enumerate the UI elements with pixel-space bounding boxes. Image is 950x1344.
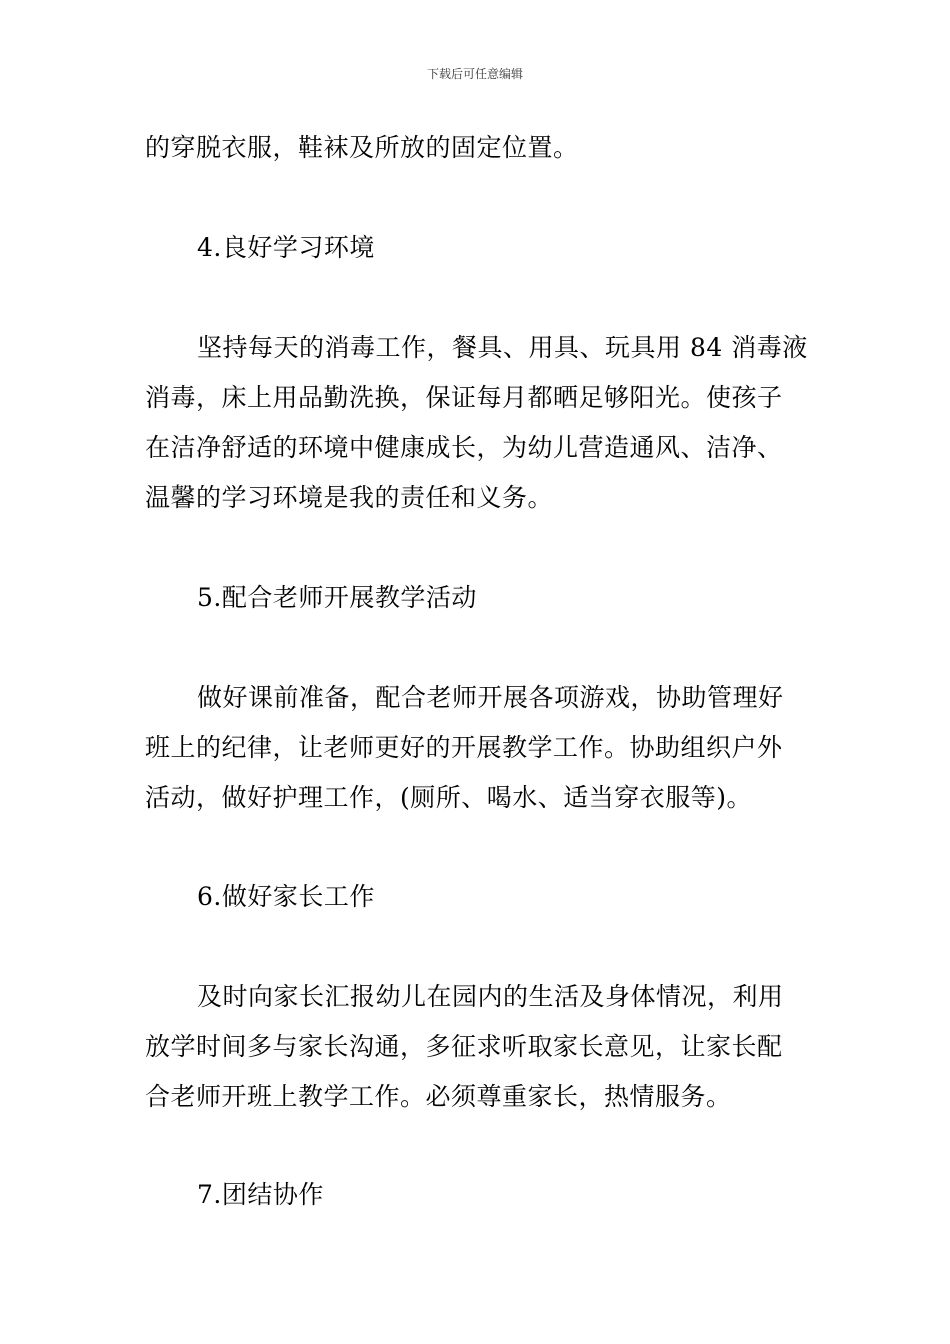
paragraph-continuation: [145, 123, 810, 173]
text-line: 活动，做好护理工作，(厕所、喝水、适当穿衣服等)。: [145, 783, 753, 812]
section-heading-5: 5.配合老师开展教学活动: [197, 583, 477, 612]
section-heading-7: 7.团结协作: [197, 1180, 324, 1209]
paragraph-parents: [145, 972, 810, 1122]
text-line: 做好课前准备，配合老师开展各项游戏，协助管理好: [197, 683, 784, 712]
paragraph-teaching: [145, 673, 810, 823]
paragraph-disinfection: [145, 323, 810, 523]
text-line: 合老师开班上教学工作。必须尊重家长，热情服务。: [145, 1082, 732, 1111]
text-line: 的穿脱衣服，鞋袜及所放的固定位置。: [145, 133, 579, 162]
section-heading-4: 4.良好学习环境: [197, 233, 375, 262]
text-line: 消毒，床上用品勤洗换，保证每月都晒足够阳光。使孩子: [145, 383, 783, 412]
text-line: 班上的纪律，让老师更好的开展教学工作。协助组织户外: [145, 733, 783, 762]
text-line: 及时向家长汇报幼儿在园内的生活及身体情况，利用: [197, 982, 784, 1011]
text-line: 温馨的学习环境是我的责任和义务。: [145, 483, 554, 512]
page-header-note: 下载后可任意编辑: [426, 67, 523, 81]
section-heading-6: 6.做好家长工作: [197, 882, 375, 911]
text-line: 在洁净舒适的环境中健康成长，为幼儿营造通风、洁净、: [145, 433, 783, 462]
text-line: 坚持每天的消毒工作，餐具、用具、玩具用 84 消毒液: [197, 333, 808, 362]
text-line: 放学时间多与家长沟通，多征求听取家长意见，让家长配: [145, 1032, 783, 1061]
